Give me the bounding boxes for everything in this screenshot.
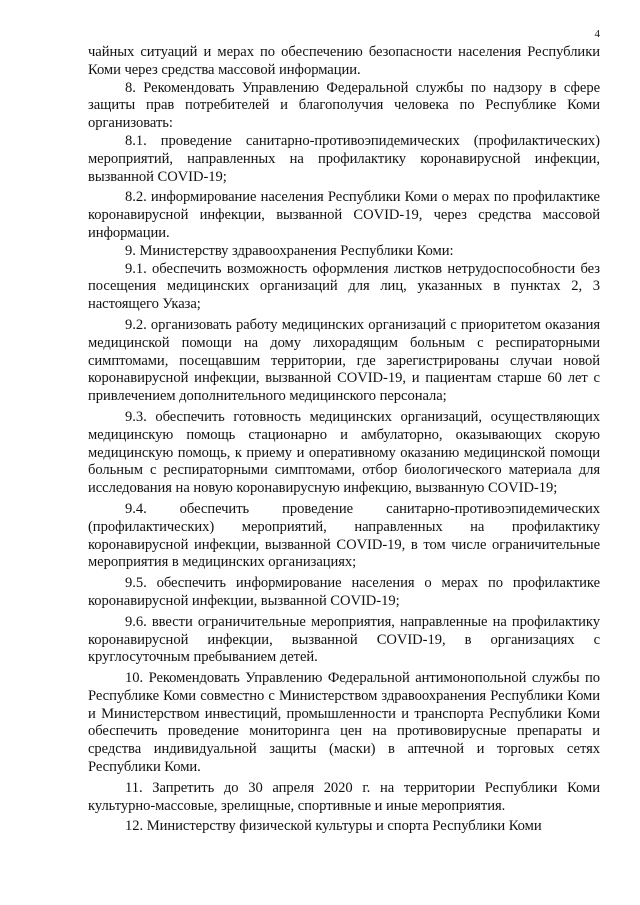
page-number: 4 — [594, 28, 600, 40]
paragraph-8: 8. Рекомендовать Управлению Федеральной службы по надзору в сфере защиты прав потребителей и благополучия человека по Республике Коми организовать: — [88, 79, 600, 132]
paragraph-9-3: 9.3. обеспечить готовность медицинских организаций, осуществляющих медицинскую помощь стационарно и амбулаторно, оказывающих скорую медицинскую помощь, к приему и оперативному оказанию медицинской помощи больным с респираторными симптомами, отбор биологического материала для исследования на новую коронавирусную инфекцию, вызванную COVID-19; — [88, 408, 600, 497]
paragraph-11: 11. Запретить до 30 апреля 2020 г. на территории Республики Коми культурно-массовые, зрелищные, спортивные и иные мероприятия. — [88, 779, 600, 814]
paragraph-9-5: 9.5. обеспечить информирование населения о мерах по профилактике коронавирусной инфекции, вызванной COVID-19; — [88, 575, 600, 609]
paragraph-9: 9. Министерству здравоохранения Республики Коми: — [125, 242, 454, 259]
document-body — [88, 44, 600, 836]
paragraph-8-2: 8.2. информирование населения Республики Коми о мерах по профилактике коронавирусной инфекции, вызванной COVID-19, через средства массовой информации. — [88, 189, 600, 241]
paragraph-10: 10. Рекомендовать Управлению Федеральной антимонопольной службы по Республике Коми совместно с Министерством здравоохранения Республики Коми и Министерством инвестиций, промышленности и транспорта Республики Коми обеспечить проведение мониторинга цен на противовирусные препараты и средства индивидуальной защиты (маски) в аптечной и торговых сетях Республики Коми. — [88, 670, 600, 776]
paragraph-continued: чайных ситуаций и мерах по обеспечению безопасности населения Республики Коми через средства массовой информации. — [88, 44, 600, 78]
paragraph-9-2: 9.2. организовать работу медицинских организаций с приоритетом оказания медицинской помощи на дому лихорадящим больным с респираторными симптомами, посещавшим территории, где зарегистрированы случаи новой коронавирусной инфекции, вызванной COVID-19, и пациентам старше 60 лет с привлечением дополнительного медицинского персонала; — [88, 316, 600, 405]
paragraph-9-4: 9.4. обеспечить проведение санитарно-противоэпидемических (профилактических) мероприятий, направленных на профилактику коронавирусной инфекции, вызванной COVID-19, в том числе ограничительные мероприятия в медицинских организациях; — [88, 500, 600, 571]
paragraph-12: 12. Министерству физической культуры и спорта Республики Коми — [125, 818, 542, 835]
paragraph-8-1: 8.1. проведение санитарно-противоэпидемических (профилактических) мероприятий, направленных на профилактику коронавирусной инфекции, вызванной COVID-19; — [88, 132, 600, 185]
paragraph-9-1: 9.1. обеспечить возможность оформления листков нетрудоспособности без посещения медицинских организаций для лиц, указанных в пунктах 2, 3 настоящего Указа; — [88, 260, 600, 313]
paragraph-9-6: 9.6. ввести ограничительные мероприятия, направленные на профилактику коронавирусной инфекции, вызванной COVID-19, в организациях с круглосуточным пребыванием детей. — [88, 613, 600, 666]
